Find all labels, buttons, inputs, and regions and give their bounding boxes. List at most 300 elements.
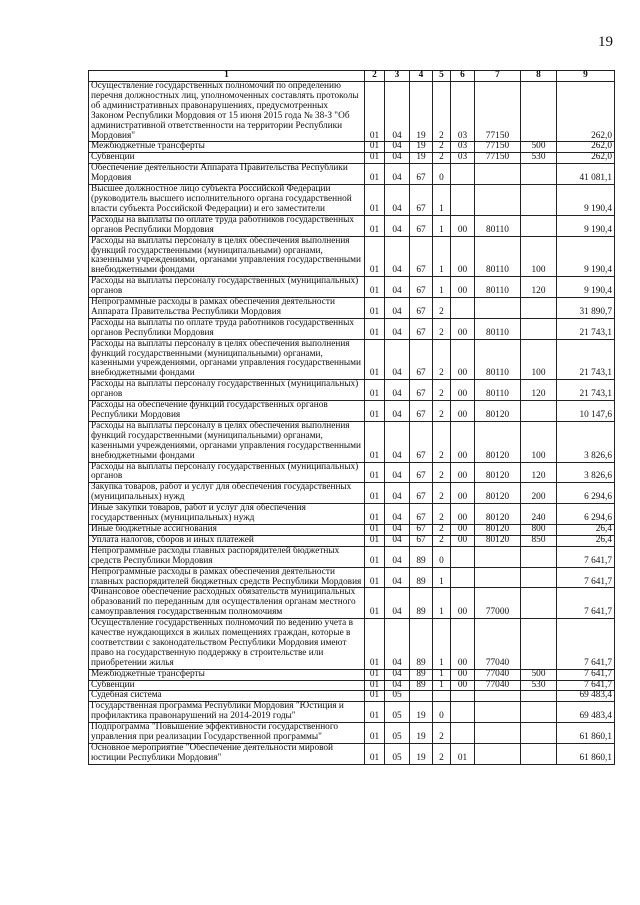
table-row	[89, 380, 615, 401]
code-cell-2: 01	[365, 619, 385, 670]
code-cell-7: 80110	[475, 236, 521, 277]
code-cell-5: 2	[433, 421, 451, 462]
code-cell-7: 80110	[475, 215, 521, 236]
amount-cell: 262,0	[557, 142, 615, 153]
header-cell-9: 9	[557, 71, 615, 82]
code-cell-7	[475, 546, 521, 567]
table-row	[89, 339, 615, 380]
amount-cell: 9 190,4	[557, 236, 615, 277]
code-cell-8	[521, 567, 557, 588]
budget-table	[88, 70, 615, 765]
code-cell-6: 00	[451, 535, 475, 546]
code-cell-2: 01	[365, 669, 385, 680]
code-cell-2: 01	[365, 680, 385, 691]
code-cell-4: 19	[410, 744, 433, 765]
code-cell-7: 77040	[475, 669, 521, 680]
code-cell-6: 00	[451, 588, 475, 619]
code-cell-7: 77000	[475, 588, 521, 619]
code-cell-6	[451, 185, 475, 216]
amount-cell: 69 483,4	[557, 702, 615, 723]
code-cell-3: 04	[385, 535, 410, 546]
code-cell-3: 04	[385, 462, 410, 483]
code-cell-3: 04	[385, 339, 410, 380]
amount-cell: 31 890,7	[557, 298, 615, 319]
code-cell-2: 01	[365, 524, 385, 535]
code-cell-5: 2	[433, 744, 451, 765]
code-cell-6	[451, 298, 475, 319]
code-cell-4: 89	[410, 669, 433, 680]
code-cell-5: 1	[433, 567, 451, 588]
header-cell-7: 7	[475, 71, 521, 82]
code-cell-4: 89	[410, 546, 433, 567]
code-cell-6	[451, 567, 475, 588]
code-cell-2: 01	[365, 142, 385, 153]
amount-cell: 7 641,7	[557, 546, 615, 567]
code-cell-6: 00	[451, 277, 475, 298]
amount-cell: 262,0	[557, 153, 615, 164]
code-cell-4: 67	[410, 535, 433, 546]
code-cell-4: 67	[410, 380, 433, 401]
table-row	[89, 524, 615, 535]
row-name-cell: Непрограммные расходы в рамках обеспечения деятельности Аппарата Правительства Республики Мордовия	[89, 298, 365, 319]
code-cell-5: 1	[433, 277, 451, 298]
code-cell-8	[521, 318, 557, 339]
code-cell-2: 01	[365, 546, 385, 567]
page-number: 19	[598, 34, 613, 50]
amount-cell: 7 641,7	[557, 619, 615, 670]
row-name-cell: Расходы на выплаты персоналу государственных (муниципальных) органов	[89, 277, 365, 298]
table-row	[89, 504, 615, 525]
table-row	[89, 619, 615, 670]
code-cell-2: 01	[365, 277, 385, 298]
code-cell-8: 100	[521, 339, 557, 380]
code-cell-6: 00	[451, 215, 475, 236]
code-cell-3: 04	[385, 567, 410, 588]
header-row	[89, 71, 615, 82]
code-cell-2: 01	[365, 504, 385, 525]
row-name-cell: Подпрограмма "Повышение эффективности государственного управления при реализации Государственной программы"	[89, 723, 365, 744]
code-cell-7: 80110	[475, 318, 521, 339]
header-cell-3: 3	[385, 71, 410, 82]
code-cell-4: 67	[410, 185, 433, 216]
code-cell-5: 2	[433, 535, 451, 546]
code-cell-5: 1	[433, 185, 451, 216]
code-cell-7: 80120	[475, 535, 521, 546]
row-name-cell: Непрограммные расходы главных распорядителей бюджетных средств Республики Мордовия	[89, 546, 365, 567]
code-cell-7: 80110	[475, 277, 521, 298]
code-cell-7: 77150	[475, 153, 521, 164]
code-cell-2: 01	[365, 236, 385, 277]
code-cell-5: 0	[433, 702, 451, 723]
code-cell-6: 00	[451, 619, 475, 670]
amount-cell: 7 641,7	[557, 680, 615, 691]
code-cell-6: 00	[451, 669, 475, 680]
code-cell-5: 2	[433, 380, 451, 401]
code-cell-4: 67	[410, 504, 433, 525]
code-cell-3: 04	[385, 380, 410, 401]
code-cell-5: 2	[433, 298, 451, 319]
row-name-cell: Межбюджетные трансферты	[89, 142, 365, 153]
code-cell-8: 200	[521, 483, 557, 504]
row-name-cell: Расходы на выплаты персоналу в целях обеспечения выполнения функций государственными (муниципальными) органами, казенными учреждениями, органами управления государственными внебюджетными фондами	[89, 339, 365, 380]
amount-cell: 6 294,6	[557, 504, 615, 525]
code-cell-2: 01	[365, 153, 385, 164]
code-cell-8: 100	[521, 236, 557, 277]
code-cell-7	[475, 164, 521, 185]
code-cell-3: 04	[385, 164, 410, 185]
row-name-cell: Осуществление государственных полномочий по определению перечня должностных лиц, уполномоченных составлять протоколы об административных правонарушениях, предусмотренных Законом Республики Мордовия от 15 июня 2015 года № 38-З "Об административной ответственности на территории Республики Мордовия"	[89, 82, 365, 142]
code-cell-6: 00	[451, 236, 475, 277]
code-cell-7: 80120	[475, 504, 521, 525]
header-cell-4: 4	[410, 71, 433, 82]
code-cell-5: 0	[433, 164, 451, 185]
code-cell-7: 80120	[475, 483, 521, 504]
code-cell-8: 530	[521, 153, 557, 164]
code-cell-6	[451, 723, 475, 744]
code-cell-4: 19	[410, 82, 433, 142]
code-cell-4: 19	[410, 153, 433, 164]
code-cell-2: 01	[365, 744, 385, 765]
code-cell-6	[451, 691, 475, 702]
code-cell-7: 77150	[475, 142, 521, 153]
header-cell-6: 6	[451, 71, 475, 82]
code-cell-3: 05	[385, 691, 410, 702]
table-row	[89, 669, 615, 680]
code-cell-8	[521, 546, 557, 567]
row-name-cell: Расходы на выплаты по оплате труда работников государственных органов Республики Мордовия	[89, 318, 365, 339]
table-row	[89, 462, 615, 483]
code-cell-5: 1	[433, 588, 451, 619]
code-cell-4: 19	[410, 723, 433, 744]
amount-cell: 7 641,7	[557, 567, 615, 588]
table-row	[89, 588, 615, 619]
code-cell-6: 00	[451, 401, 475, 422]
code-cell-2: 01	[365, 723, 385, 744]
code-cell-5: 2	[433, 483, 451, 504]
code-cell-5	[433, 691, 451, 702]
code-cell-4: 67	[410, 164, 433, 185]
header-cell-2: 2	[365, 71, 385, 82]
code-cell-8: 500	[521, 669, 557, 680]
code-cell-6: 01	[451, 744, 475, 765]
code-cell-5: 2	[433, 723, 451, 744]
amount-cell: 3 826,6	[557, 462, 615, 483]
row-name-cell: Иные закупки товаров, работ и услуг для обеспечения государственных (муниципальных) нужд	[89, 504, 365, 525]
amount-cell: 3 826,6	[557, 421, 615, 462]
code-cell-5: 1	[433, 669, 451, 680]
code-cell-4: 89	[410, 619, 433, 670]
code-cell-3: 04	[385, 215, 410, 236]
code-cell-6: 00	[451, 339, 475, 380]
code-cell-2: 01	[365, 483, 385, 504]
table-row	[89, 483, 615, 504]
row-name-cell: Субвенции	[89, 153, 365, 164]
code-cell-2: 01	[365, 691, 385, 702]
code-cell-8: 500	[521, 142, 557, 153]
code-cell-3: 04	[385, 236, 410, 277]
code-cell-3: 04	[385, 546, 410, 567]
table-row	[89, 680, 615, 691]
code-cell-6: 00	[451, 421, 475, 462]
code-cell-8	[521, 401, 557, 422]
code-cell-7: 80110	[475, 339, 521, 380]
table-row	[89, 82, 615, 142]
code-cell-4	[410, 691, 433, 702]
code-cell-4: 67	[410, 421, 433, 462]
amount-cell: 26,4	[557, 524, 615, 535]
code-cell-2: 01	[365, 215, 385, 236]
code-cell-3: 04	[385, 619, 410, 670]
table-row	[89, 723, 615, 744]
code-cell-4: 89	[410, 680, 433, 691]
code-cell-7: 80120	[475, 421, 521, 462]
code-cell-4: 19	[410, 702, 433, 723]
code-cell-6	[451, 546, 475, 567]
table-row	[89, 185, 615, 216]
row-name-cell: Расходы на обеспечение функций государственных органов Республики Мордовия	[89, 401, 365, 422]
code-cell-3: 04	[385, 483, 410, 504]
code-cell-2: 01	[365, 339, 385, 380]
row-name-cell: Финансовое обеспечение расходных обязательств муниципальных образований по переданным для осуществления органам местного самоуправления государственным полномочиям	[89, 588, 365, 619]
code-cell-5: 0	[433, 546, 451, 567]
code-cell-6: 03	[451, 153, 475, 164]
amount-cell: 9 190,4	[557, 185, 615, 216]
table-row	[89, 236, 615, 277]
row-name-cell: Иные бюджетные ассигнования	[89, 524, 365, 535]
code-cell-7: 77150	[475, 82, 521, 142]
code-cell-8	[521, 82, 557, 142]
row-name-cell: Закупка товаров, работ и услуг для обеспечения государственных (муниципальных) нужд	[89, 483, 365, 504]
code-cell-8	[521, 744, 557, 765]
code-cell-6	[451, 702, 475, 723]
code-cell-2: 01	[365, 164, 385, 185]
amount-cell: 61 860,1	[557, 744, 615, 765]
code-cell-7: 80120	[475, 462, 521, 483]
code-cell-3: 04	[385, 82, 410, 142]
code-cell-8: 850	[521, 535, 557, 546]
code-cell-6: 00	[451, 504, 475, 525]
code-cell-3: 05	[385, 702, 410, 723]
code-cell-3: 04	[385, 421, 410, 462]
code-cell-5: 2	[433, 153, 451, 164]
code-cell-8	[521, 691, 557, 702]
code-cell-6: 03	[451, 142, 475, 153]
code-cell-8	[521, 588, 557, 619]
code-cell-6: 00	[451, 483, 475, 504]
code-cell-8	[521, 702, 557, 723]
code-cell-4: 89	[410, 588, 433, 619]
code-cell-4: 67	[410, 298, 433, 319]
row-name-cell: Расходы на выплаты персоналу государственных (муниципальных) органов	[89, 462, 365, 483]
amount-cell: 6 294,6	[557, 483, 615, 504]
row-name-cell: Осуществление государственных полномочий по ведению учета в качестве нуждающихся в жилых помещениях граждан, которые в соответствии с законодательством Республики Мордовия имеют право на государственную поддержку в строительстве или приобретении жилья	[89, 619, 365, 670]
row-name-cell: Обеспечение деятельности Аппарата Правительства Республики Мордовия	[89, 164, 365, 185]
code-cell-7: 80110	[475, 380, 521, 401]
code-cell-2: 01	[365, 401, 385, 422]
code-cell-4: 67	[410, 236, 433, 277]
table-row	[89, 298, 615, 319]
table-row	[89, 421, 615, 462]
code-cell-8	[521, 164, 557, 185]
header-cell-5: 5	[433, 71, 451, 82]
amount-cell: 41 081,1	[557, 164, 615, 185]
table-row	[89, 702, 615, 723]
header-cell-1: 1	[89, 71, 365, 82]
code-cell-8	[521, 185, 557, 216]
code-cell-2: 01	[365, 421, 385, 462]
code-cell-8: 120	[521, 277, 557, 298]
code-cell-6: 00	[451, 318, 475, 339]
amount-cell: 69 483,4	[557, 691, 615, 702]
code-cell-2: 01	[365, 702, 385, 723]
code-cell-3: 04	[385, 277, 410, 298]
code-cell-4: 67	[410, 401, 433, 422]
code-cell-2: 01	[365, 567, 385, 588]
code-cell-4: 67	[410, 277, 433, 298]
code-cell-7	[475, 723, 521, 744]
code-cell-7	[475, 702, 521, 723]
table-row	[89, 215, 615, 236]
code-cell-4: 67	[410, 339, 433, 380]
row-name-cell: Субвенции	[89, 680, 365, 691]
code-cell-2: 01	[365, 318, 385, 339]
code-cell-3: 04	[385, 504, 410, 525]
code-cell-2: 01	[365, 535, 385, 546]
header-cell-8: 8	[521, 71, 557, 82]
code-cell-8: 240	[521, 504, 557, 525]
code-cell-3: 04	[385, 524, 410, 535]
code-cell-7: 77040	[475, 680, 521, 691]
table-row	[89, 142, 615, 153]
table-row	[89, 401, 615, 422]
code-cell-3: 04	[385, 142, 410, 153]
table-row	[89, 318, 615, 339]
code-cell-8	[521, 619, 557, 670]
table-row	[89, 535, 615, 546]
code-cell-3: 04	[385, 680, 410, 691]
code-cell-8	[521, 723, 557, 744]
code-cell-2: 01	[365, 185, 385, 216]
code-cell-3: 05	[385, 744, 410, 765]
amount-cell: 9 190,4	[557, 277, 615, 298]
amount-cell: 10 147,6	[557, 401, 615, 422]
code-cell-3: 04	[385, 318, 410, 339]
code-cell-3: 04	[385, 401, 410, 422]
code-cell-5: 1	[433, 680, 451, 691]
code-cell-5: 2	[433, 401, 451, 422]
code-cell-2: 01	[365, 82, 385, 142]
amount-cell: 7 641,7	[557, 669, 615, 680]
code-cell-5: 2	[433, 524, 451, 535]
code-cell-8: 800	[521, 524, 557, 535]
amount-cell: 21 743,1	[557, 318, 615, 339]
table-row	[89, 277, 615, 298]
code-cell-7: 80120	[475, 401, 521, 422]
code-cell-2: 01	[365, 588, 385, 619]
row-name-cell: Межбюджетные трансферты	[89, 669, 365, 680]
code-cell-7	[475, 298, 521, 319]
code-cell-6: 00	[451, 680, 475, 691]
code-cell-2: 01	[365, 380, 385, 401]
code-cell-8: 100	[521, 421, 557, 462]
amount-cell: 9 190,4	[557, 215, 615, 236]
table-row	[89, 546, 615, 567]
code-cell-7: 80120	[475, 524, 521, 535]
code-cell-6	[451, 164, 475, 185]
table-row	[89, 164, 615, 185]
code-cell-4: 67	[410, 462, 433, 483]
code-cell-4: 19	[410, 142, 433, 153]
row-name-cell: Расходы на выплаты персоналу в целях обеспечения выполнения функций государственными (муниципальными) органами, казенными учреждениями, органами управления государственными внебюджетными фондами	[89, 236, 365, 277]
code-cell-8: 120	[521, 380, 557, 401]
code-cell-3: 05	[385, 723, 410, 744]
row-name-cell: Непрограммные расходы в рамках обеспечения деятельности главных распорядителей бюджетных средств Республики Мордовия	[89, 567, 365, 588]
table-row	[89, 744, 615, 765]
code-cell-5: 2	[433, 142, 451, 153]
code-cell-7	[475, 744, 521, 765]
row-name-cell: Расходы на выплаты по оплате труда работников государственных органов Республики Мордовия	[89, 215, 365, 236]
code-cell-4: 67	[410, 524, 433, 535]
code-cell-5: 1	[433, 236, 451, 277]
code-cell-4: 67	[410, 483, 433, 504]
row-name-cell: Высшее должностное лицо субъекта Российской Федерации (руководитель высшего исполнительного органа государственной власти субъекта Российской Федерации) и его заместители	[89, 185, 365, 216]
code-cell-5: 2	[433, 318, 451, 339]
code-cell-6: 00	[451, 380, 475, 401]
code-cell-6: 00	[451, 524, 475, 535]
code-cell-8: 530	[521, 680, 557, 691]
code-cell-3: 04	[385, 669, 410, 680]
code-cell-4: 89	[410, 567, 433, 588]
amount-cell: 26,4	[557, 535, 615, 546]
code-cell-7	[475, 691, 521, 702]
amount-cell: 21 743,1	[557, 339, 615, 380]
code-cell-6: 03	[451, 82, 475, 142]
code-cell-4: 67	[410, 215, 433, 236]
code-cell-7: 77040	[475, 619, 521, 670]
row-name-cell: Расходы на выплаты персоналу государственных (муниципальных) органов	[89, 380, 365, 401]
code-cell-5: 2	[433, 504, 451, 525]
code-cell-5: 1	[433, 215, 451, 236]
table-row	[89, 567, 615, 588]
code-cell-3: 04	[385, 298, 410, 319]
row-name-cell: Расходы на выплаты персоналу в целях обеспечения выполнения функций государственными (муниципальными) органами, казенными учреждениями, органами управления государственными внебюджетными фондами	[89, 421, 365, 462]
row-name-cell: Государственная программа Республики Мордовия "Юстиция и профилактика правонарушений на 2014-2019 годы"	[89, 702, 365, 723]
code-cell-8	[521, 215, 557, 236]
row-name-cell: Основное мероприятие "Обеспечение деятельности мировой юстиции Республики Мордовия"	[89, 744, 365, 765]
amount-cell: 7 641,7	[557, 588, 615, 619]
amount-cell: 61 860,1	[557, 723, 615, 744]
code-cell-3: 04	[385, 185, 410, 216]
code-cell-2: 01	[365, 298, 385, 319]
code-cell-7	[475, 185, 521, 216]
code-cell-5: 2	[433, 82, 451, 142]
amount-cell: 21 743,1	[557, 380, 615, 401]
code-cell-8	[521, 298, 557, 319]
code-cell-7	[475, 567, 521, 588]
code-cell-3: 04	[385, 588, 410, 619]
code-cell-8: 120	[521, 462, 557, 483]
code-cell-5: 1	[433, 619, 451, 670]
code-cell-6: 00	[451, 462, 475, 483]
code-cell-5: 2	[433, 462, 451, 483]
row-name-cell: Судебная система	[89, 691, 365, 702]
amount-cell: 262,0	[557, 82, 615, 142]
code-cell-4: 67	[410, 318, 433, 339]
row-name-cell: Уплата налогов, сборов и иных платежей	[89, 535, 365, 546]
code-cell-3: 04	[385, 153, 410, 164]
code-cell-2: 01	[365, 462, 385, 483]
code-cell-5: 2	[433, 339, 451, 380]
